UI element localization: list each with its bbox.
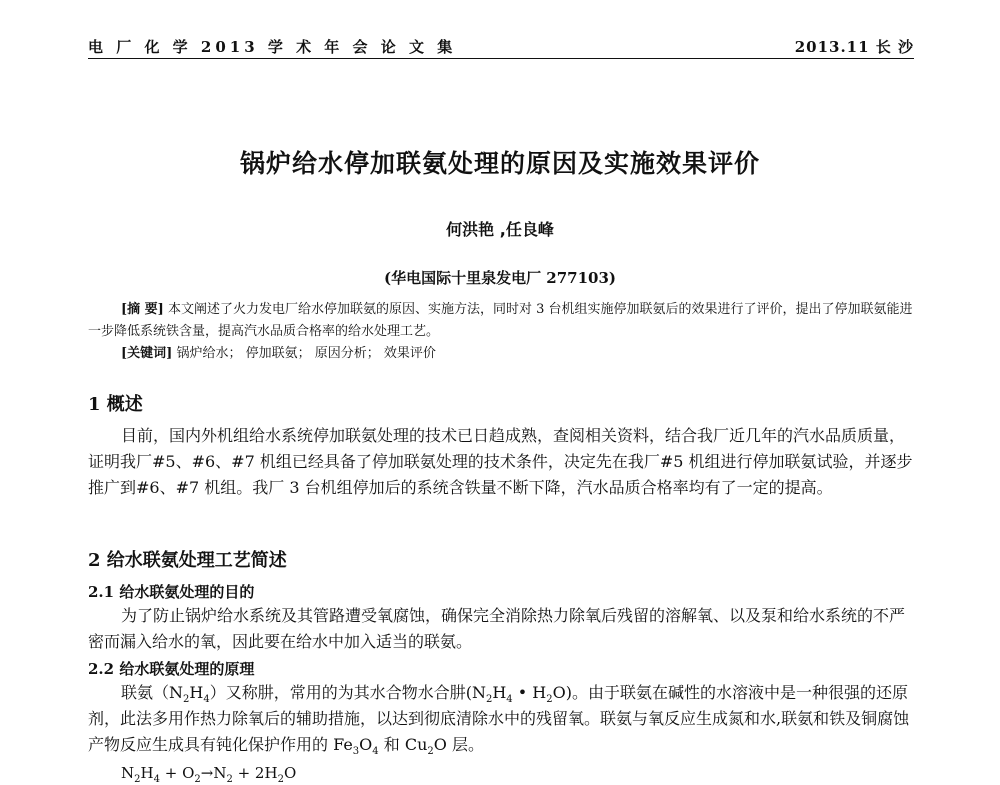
text-run: H bbox=[492, 683, 507, 702]
running-header bbox=[88, 36, 914, 60]
header-rule bbox=[88, 58, 914, 59]
abstract bbox=[88, 299, 918, 365]
eq-run: + 2H bbox=[232, 764, 278, 782]
text-run: • H bbox=[512, 683, 547, 702]
subscript: 4 bbox=[153, 774, 160, 785]
keywords-text: 锅炉给水； 停加联氨； 原因分析； 效果评价 bbox=[172, 346, 436, 361]
subscript: 4 bbox=[203, 694, 210, 706]
section-1-heading: 1 概述 bbox=[88, 394, 143, 415]
section-2-2-paragraph bbox=[88, 680, 918, 758]
subscript: 2 bbox=[194, 774, 201, 785]
eq-run: N bbox=[121, 764, 135, 782]
subscript: 2 bbox=[427, 746, 434, 758]
keywords-label: [关键词] bbox=[121, 346, 173, 361]
reaction-equation bbox=[121, 764, 297, 785]
text-run: H bbox=[189, 683, 204, 702]
text-run: O)。由于联氨在碱性的水溶液中是一种很强的还原剂，此法多用作热力除氧后的辅助措施，以达到彻底清除水中的残留氧。联氨与氧反应生成氮和水,联氨和铁及铜腐蚀产物反应生成具有钝化保护作用的 Fe bbox=[88, 683, 910, 754]
section-2-1-heading: 2.1 给水联氨处理的目的 bbox=[88, 583, 255, 601]
section-2-heading: 2 给水联氨处理工艺简述 bbox=[88, 550, 287, 571]
section-1-paragraph: 目前，国内外机组给水系统停加联氨处理的技术已日趋成熟，查阅相关资料，结合我厂近几年的汽水品质质量，证明我厂#5、#6、#7 机组已经具备了停加联氨处理的技术条件，决定先在我厂#5 机组进行停加联氨试验，并逐步推广到#6、#7 机组。我厂 3 台机组停加后的系统含铁量不断下降，汽水品质合格率均有了一定的提高。 bbox=[88, 426, 913, 497]
abstract-text: 本文阐述了火力发电厂给水停加联氨的原因、实施方法，同时对 3 台机组实施停加联氨后的效果进行了评价，提出了停加联氨能进一步降低系统铁含量，提高汽水品质合格率的给水处理工艺。 bbox=[88, 302, 913, 339]
keywords bbox=[88, 343, 918, 365]
section-2-2-heading: 2.2 给水联氨处理的原理 bbox=[88, 660, 255, 678]
subscript: 2 bbox=[134, 774, 141, 785]
paper-title: 锅炉给水停加联氨处理的原因及实施效果评价 bbox=[239, 149, 760, 178]
header-date-place: 2013.11 长 沙 bbox=[794, 38, 914, 56]
section-2-1-paragraph: 为了防止锅炉给水系统及其管路遭受氧腐蚀，确保完全消除热力除氧后残留的溶解氧、以及泵和给水系统的不严密而漏入给水的氧，因此要在给水中加入适当的联氨。 bbox=[88, 606, 906, 651]
abstract-body bbox=[88, 299, 918, 343]
eq-run: →N bbox=[200, 764, 227, 782]
subscript: 2 bbox=[183, 694, 190, 706]
eq-run: H bbox=[140, 764, 154, 782]
text-run: ）又称肼，常用的为其水合物水合肼(N bbox=[209, 683, 486, 702]
text-run: 联氨（N bbox=[121, 683, 184, 702]
eq-run: O bbox=[283, 764, 297, 782]
abstract-label: [摘 要] bbox=[121, 302, 164, 317]
text-run: O bbox=[359, 735, 373, 754]
affiliation: (华电国际十里泉发电厂 277103) bbox=[383, 269, 617, 287]
text-run: O 层。 bbox=[433, 735, 484, 754]
subscript: 4 bbox=[372, 746, 379, 758]
header-journal: 电 厂 化 学 2013 学 术 年 会 论 文 集 bbox=[88, 38, 457, 56]
authors: 何洪艳 ,任良峰 bbox=[446, 220, 554, 239]
subscript: 4 bbox=[506, 694, 513, 706]
subscript: 3 bbox=[352, 746, 360, 758]
eq-run: + O bbox=[159, 764, 195, 782]
subscript: 2 bbox=[226, 774, 233, 785]
text-run: 和 Cu bbox=[378, 735, 428, 754]
subscript: 2 bbox=[546, 694, 553, 706]
subscript: 2 bbox=[277, 774, 284, 785]
subscript: 2 bbox=[485, 694, 493, 706]
